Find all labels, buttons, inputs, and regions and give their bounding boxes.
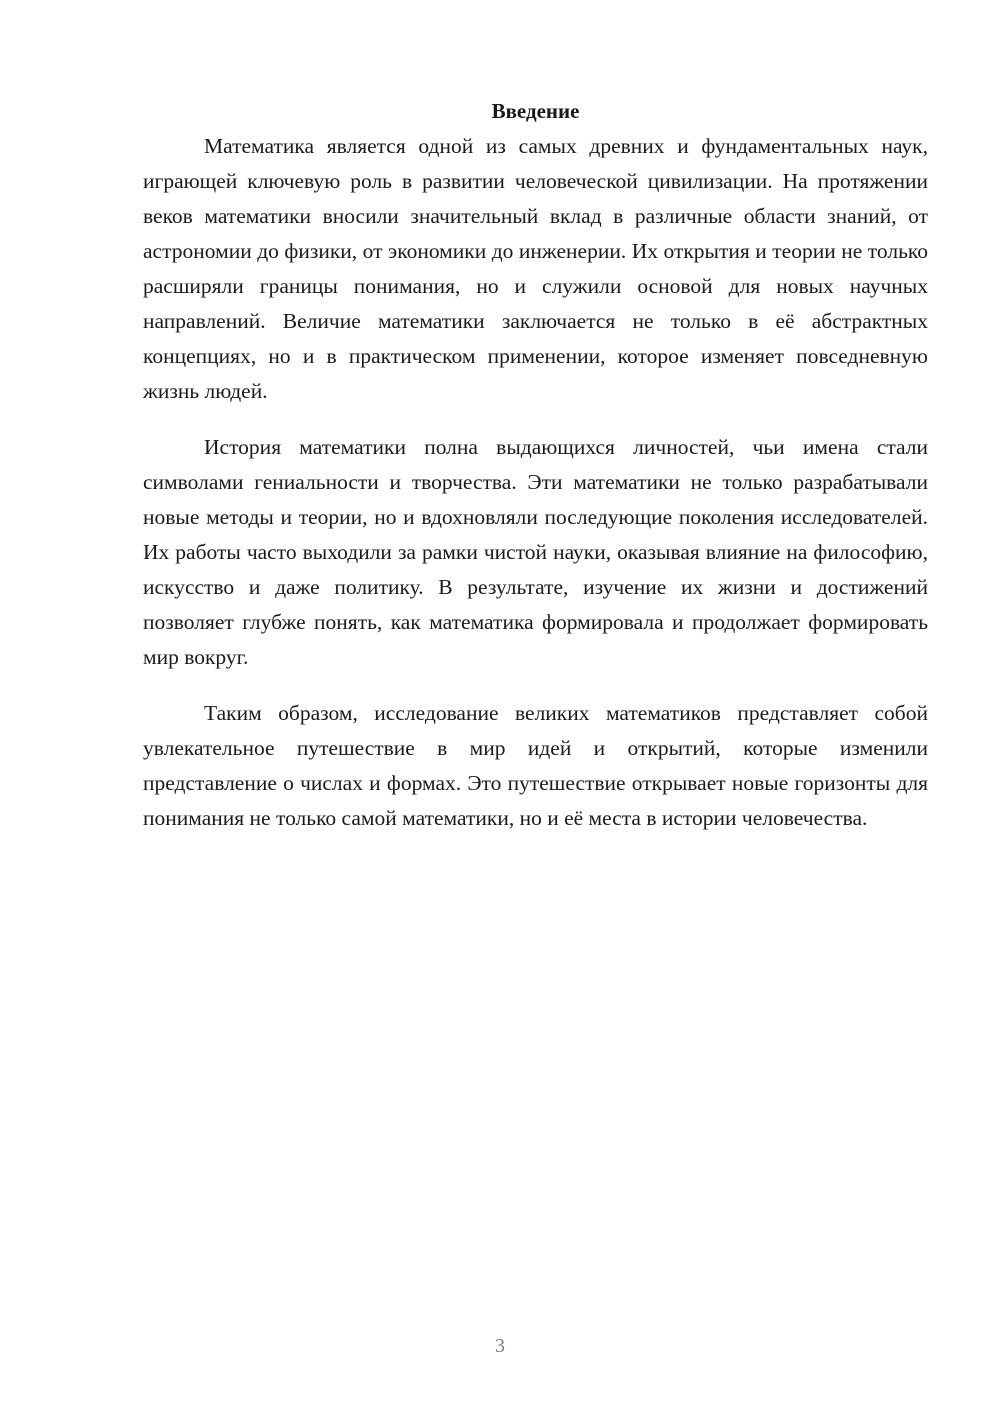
page-content — [143, 96, 928, 857]
paragraph-1: Математика является одной из самых древних и фундаментальных наук, играющей ключевую роль в развитии человеческой цивилизации. На протяжении веков математики вносили значительный вклад в различные области знаний, от астрономии до физики, от экономики до инженерии. Их открытия и теории не только расширяли границы понимания, но и служили основой для новых научных направлений. Величие математики заключается не только в её абстрактных концепциях, но и в практическом применении, которое изменяет повседневную жизнь людей. — [143, 134, 928, 403]
paragraph-2: История математики полна выдающихся личностей, чьи имена стали символами гениальности и творчества. Эти математики не только разрабатывали новые методы и теории, но и вдохновляли последующие поколения исследователей. Их работы часто выходили за рамки чистой науки, оказывая влияние на философию, искусство и даже политику. В результате, изучение их жизни и достижений позволяет глубже понять, как математика формировала и продолжает формировать мир вокруг. — [143, 435, 928, 669]
paragraph-3: Таким образом, исследование великих математиков представляет собой увлекательное путешествие в мир идей и открытий, которые изменили представление о числах и формах. Это путешествие открывает новые горизонты для понимания не только самой математики, но и её места в истории человечества. — [143, 701, 928, 830]
section-title: Введение — [491, 99, 580, 123]
page-number: 3 — [495, 1335, 505, 1357]
